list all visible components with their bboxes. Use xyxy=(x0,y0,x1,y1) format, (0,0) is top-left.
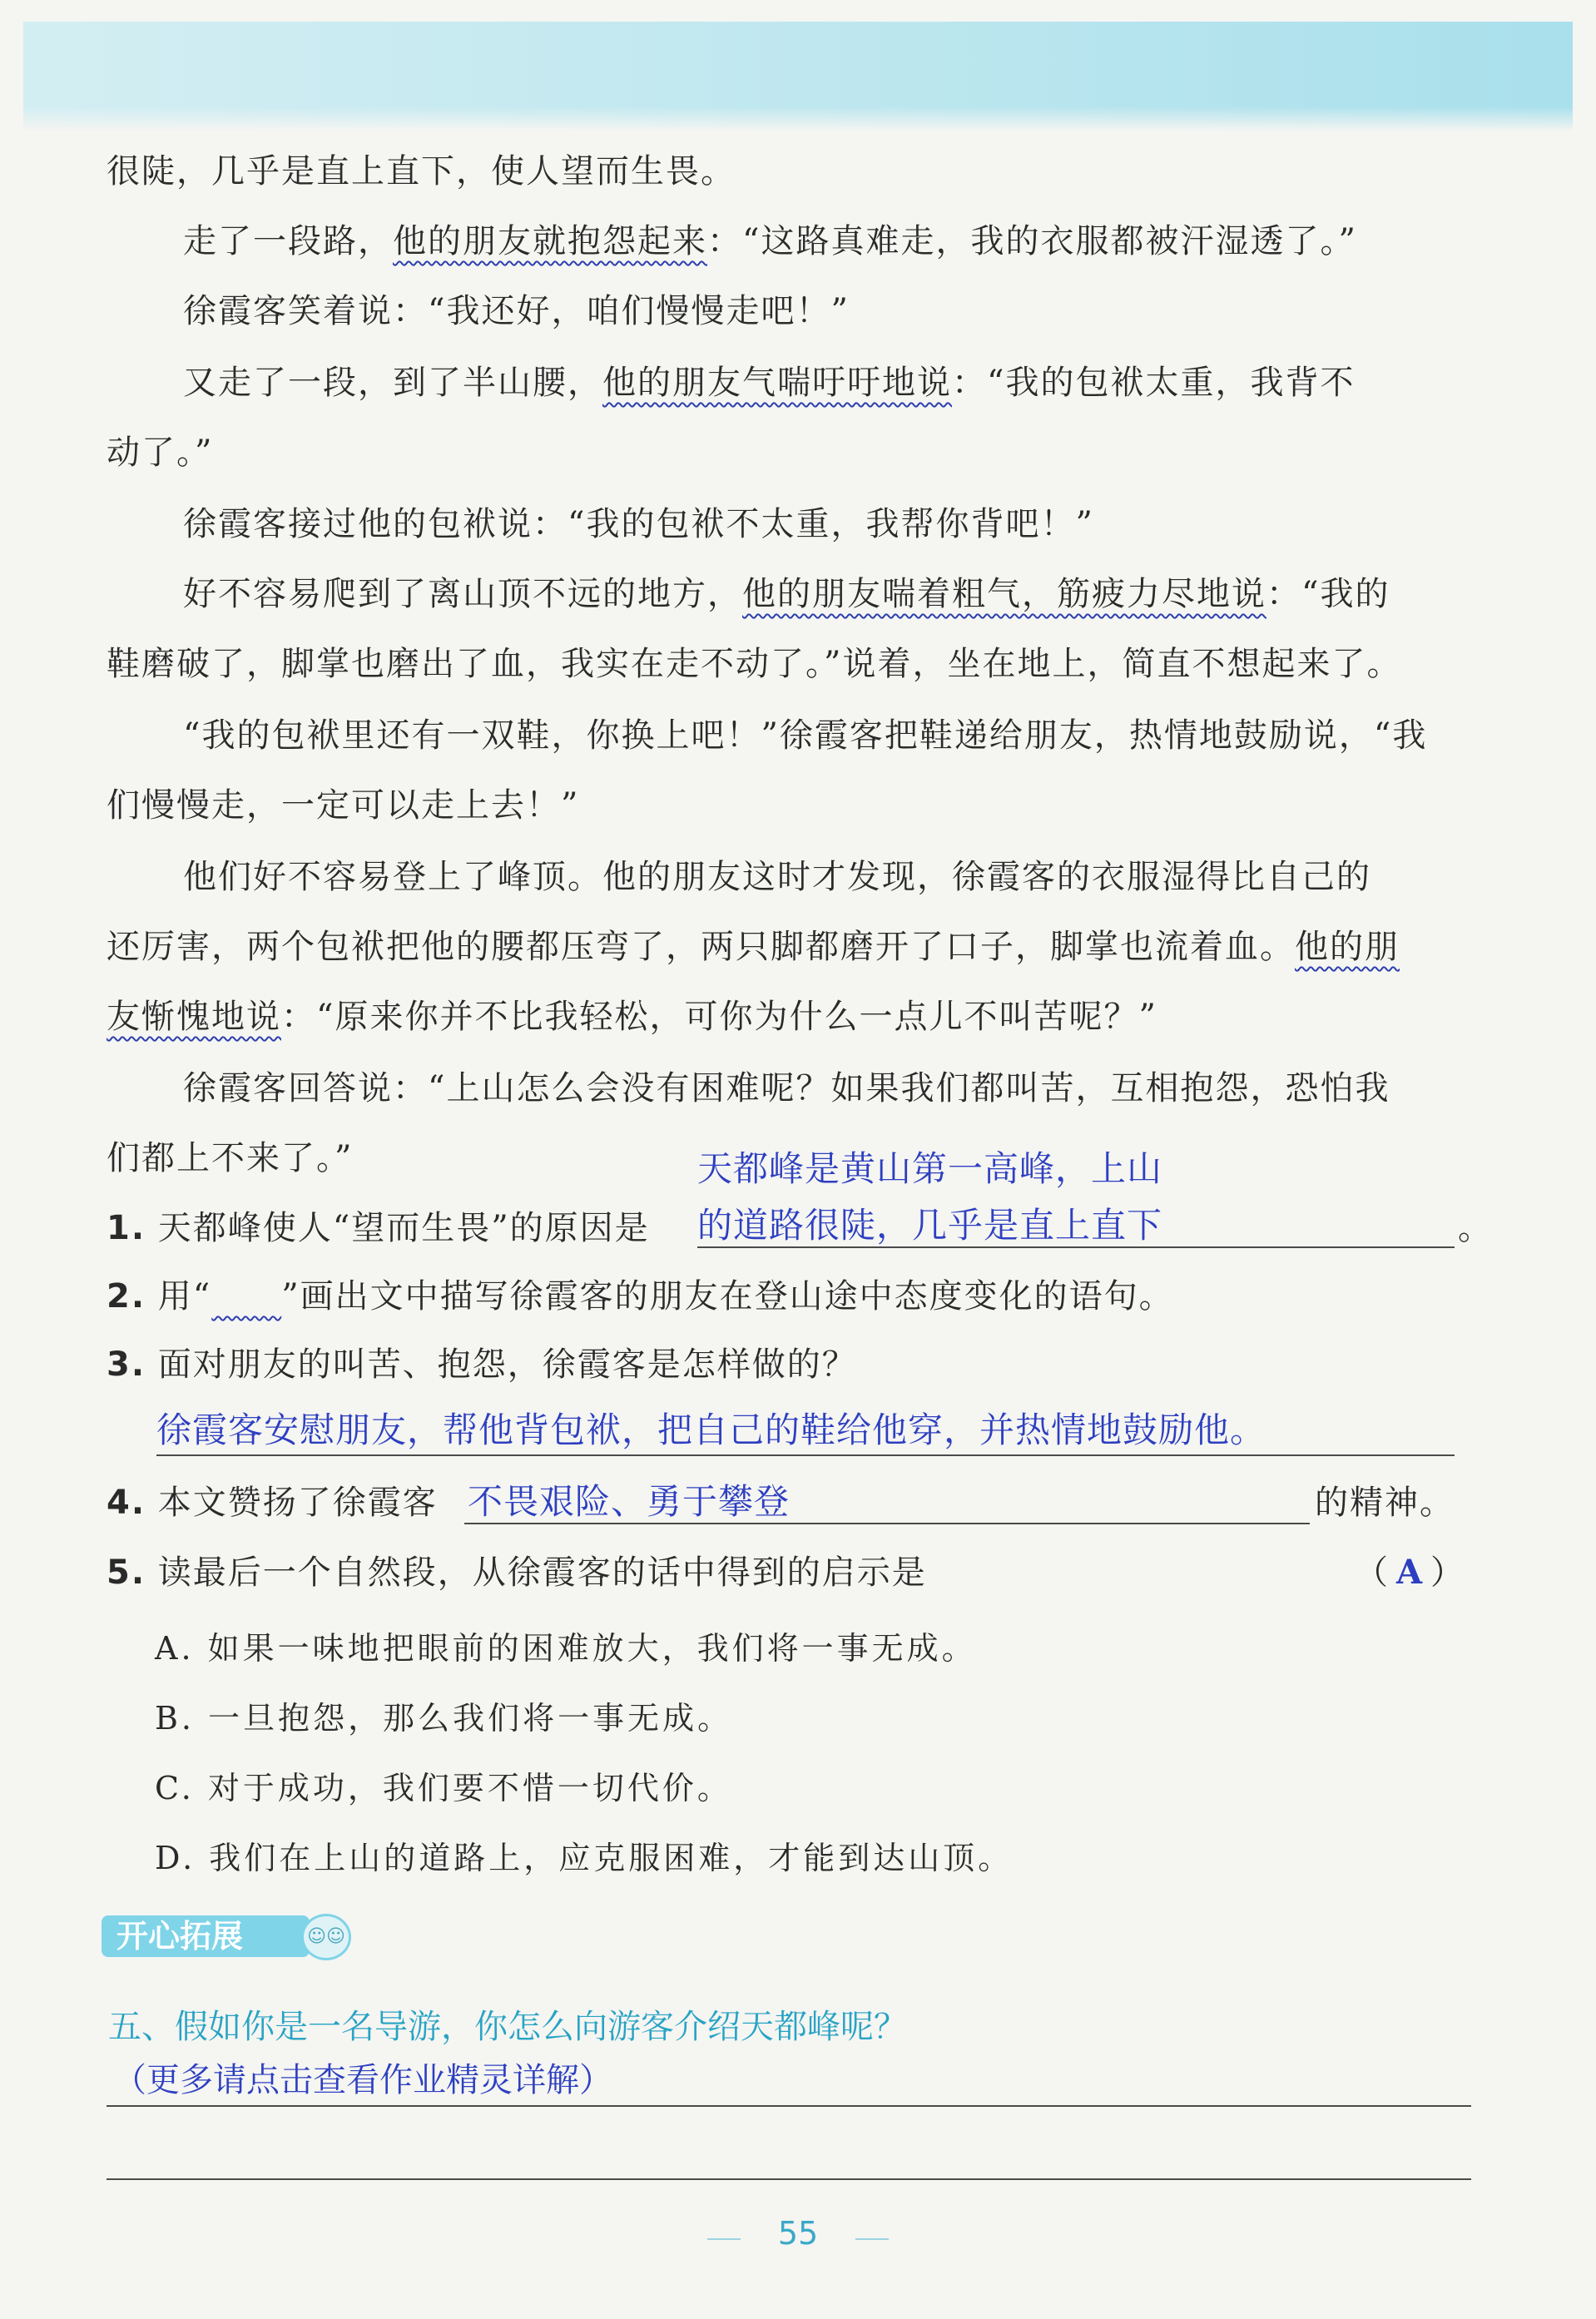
passage-line: 还厉害，两个包袱把他的腰都压弯了，两只脚都磨开了口子，脚掌也流着血。他的朋 xyxy=(107,928,1400,966)
passage-line: 动了。” xyxy=(107,434,214,472)
question-5: 5. 读最后一个自然段，从徐霞客的话中得到的启示是 xyxy=(107,1553,927,1592)
header-band xyxy=(23,22,1573,131)
passage-line: 鞋磨破了，脚掌也磨出了血，我实在走不动了。”说着，坐在地上，简直不想起来了。 xyxy=(107,645,1402,683)
q4-end: 的精神。 xyxy=(1315,1484,1455,1522)
question-2: 2. 用“ ”画出文中描写徐霞客的朋友在登山途中态度变化的语句。 xyxy=(107,1277,1174,1316)
extension-answer-link[interactable]: （更多请点击查看作业精灵详解） xyxy=(113,2061,612,2099)
passage-paragraph: “我的包袱里还有一双鞋，你换上吧！”徐霞客把鞋递给朋友，热情地鼓励说，“我 xyxy=(183,716,1428,755)
q5-answer: A xyxy=(1396,1553,1425,1592)
q5-answer-bracket: （ A ） xyxy=(1355,1553,1466,1592)
extension-tag: 开心拓展 xyxy=(102,1915,310,1957)
page-number-dash xyxy=(855,2238,889,2240)
passage-line: 友惭愧地说：“原来你并不比我轻松，可你为什么一点儿不叫苦呢？” xyxy=(107,998,1157,1036)
q3-answer-blank xyxy=(156,1454,1455,1456)
q1-answer-blank xyxy=(697,1246,1455,1248)
passage-paragraph: 徐霞客回答说：“上山怎么会没有困难呢？如果我们都叫苦，互相抱怨，恐怕我 xyxy=(183,1069,1390,1107)
passage-paragraph: 走了一段路，他的朋友就抱怨起来：“这路真难走，我的衣服都被汗湿透了。” xyxy=(183,222,1357,260)
q3-answer: 徐霞客安慰朋友，帮他背包袱，把自己的鞋给他穿，并热情地鼓励他。 xyxy=(156,1410,1266,1450)
underlined-sentence: 友惭愧地说 xyxy=(107,998,281,1036)
kids-icon: ☺☺ xyxy=(301,1914,351,1960)
question-1: 1. 天都峰使人“望而生畏”的原因是 xyxy=(107,1209,650,1247)
question-3: 3. 面对朋友的叫苦、抱怨，徐霞客是怎样做的？ xyxy=(107,1345,857,1384)
q1-answer-line1: 天都峰是黄山第一高峰，上山 xyxy=(697,1148,1163,1189)
passage-line: 很陡，几乎是直上直下，使人望而生畏。 xyxy=(107,152,736,191)
option-a: A. 如果一味地把眼前的困难放大，我们将一事无成。 xyxy=(155,1630,977,1667)
passage-paragraph: 他们好不容易登上了峰顶。他的朋友这时才发现，徐霞客的衣服湿得比自己的 xyxy=(183,858,1371,896)
passage-paragraph: 徐霞客接过他的包袱说：“我的包袱不太重，我帮你背吧！” xyxy=(183,505,1094,543)
underlined-sentence: 他的朋友喘着粗气，筋疲力尽地说 xyxy=(742,575,1266,613)
passage-line: 们慢慢走，一定可以走上去！” xyxy=(107,786,580,825)
extension-question: 五、假如你是一名导游，你怎么向游客介绍天都峰呢？ xyxy=(108,2008,907,2046)
option-d: D. 我们在上山的道路上，应克服困难，才能到达山顶。 xyxy=(155,1840,1014,1876)
question-4: 4. 本文赞扬了徐霞客 xyxy=(107,1484,438,1522)
q1-answer-line2: 的道路很陡，几乎是直上直下 xyxy=(697,1205,1163,1246)
q4-answer-blank xyxy=(464,1523,1310,1524)
option-c: C. 对于成功，我们要不惜一切代价。 xyxy=(155,1770,732,1806)
underlined-sentence: 他的朋 xyxy=(1295,928,1400,966)
option-b: B. 一旦抱怨，那么我们将一事无成。 xyxy=(155,1700,733,1737)
q4-answer: 不畏艰险、勇于攀登 xyxy=(468,1481,791,1522)
underlined-sentence: 他的朋友气喘吁吁地说 xyxy=(602,364,952,402)
q1-end: 。 xyxy=(1458,1209,1493,1247)
underlined-sentence: 他的朋友就抱怨起来 xyxy=(393,222,707,260)
answer-line xyxy=(107,2105,1471,2107)
passage-paragraph: 徐霞客笑着说：“我还好，咱们慢慢走吧！” xyxy=(183,292,850,330)
passage-paragraph: 又走了一段，到了半山腰，他的朋友气喘吁吁地说：“我的包袱太重，我背不 xyxy=(183,364,1356,402)
page-number: 55 xyxy=(777,2215,819,2252)
answer-line xyxy=(107,2178,1471,2180)
passage-line: 们都上不来了。” xyxy=(107,1139,354,1177)
passage-paragraph: 好不容易爬到了离山顶不远的地方，他的朋友喘着粗气，筋疲力尽地说：“我的 xyxy=(183,575,1390,613)
wavy-line-sample xyxy=(211,1277,281,1316)
